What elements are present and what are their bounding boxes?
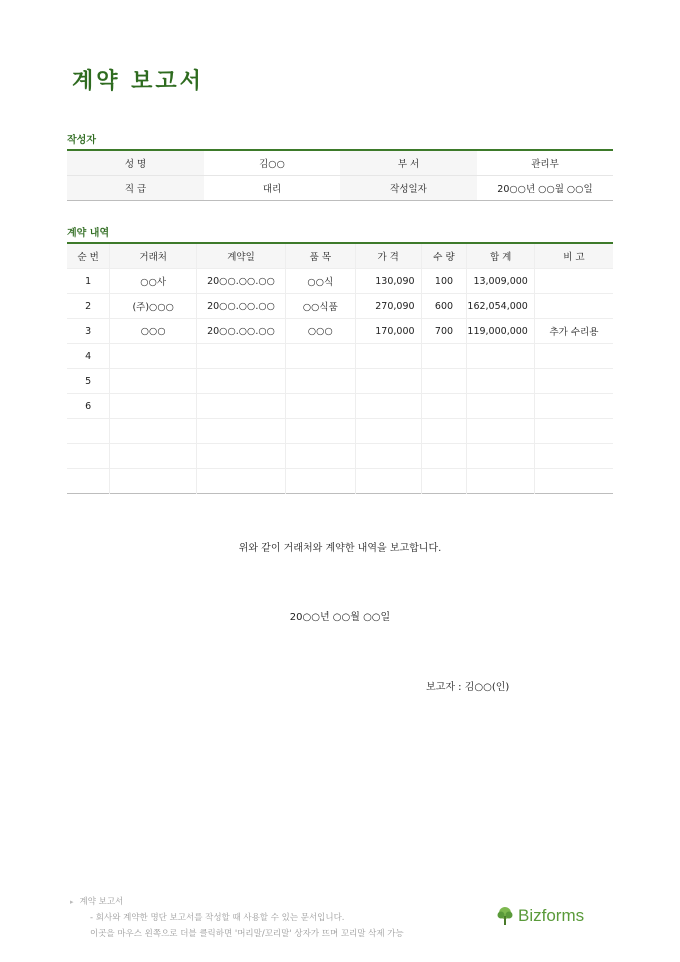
cell-no — [67, 444, 110, 469]
cell-note — [534, 469, 613, 494]
cell-price — [355, 394, 421, 419]
cell-total: 13,009,000 — [467, 269, 534, 294]
cell-total — [467, 344, 534, 369]
cell-item: ○○○ — [285, 319, 355, 344]
cell-total — [467, 469, 534, 494]
cell-item — [285, 369, 355, 394]
cell-price — [355, 469, 421, 494]
write-date-label: 작성일자 — [340, 176, 477, 201]
cell-quantity — [421, 469, 467, 494]
header-total: 합 계 — [467, 243, 534, 269]
cell-item — [285, 344, 355, 369]
cell-client: ○○사 — [110, 269, 197, 294]
cell-no — [67, 469, 110, 494]
bizforms-logo — [496, 906, 584, 926]
footer-title: 계약 보고서 — [79, 897, 124, 907]
author-row-name — [67, 150, 613, 176]
cell-item — [285, 444, 355, 469]
cell-total — [467, 444, 534, 469]
author-section-label: 작성자 — [67, 135, 96, 146]
cell-quantity — [421, 369, 467, 394]
header-no: 순 번 — [67, 243, 110, 269]
cell-client: ○○○ — [110, 319, 197, 344]
cell-no: 2 — [67, 294, 110, 319]
cell-contract-date — [197, 419, 286, 444]
cell-quantity — [421, 394, 467, 419]
cell-quantity — [421, 344, 467, 369]
bullet-icon: ▸ — [70, 898, 74, 906]
contract-row — [67, 344, 613, 369]
contract-row — [67, 369, 613, 394]
footer-line-1: - 회사와 계약한 명단 보고서를 작성할 때 사용할 수 있는 문서입니다. — [90, 913, 345, 923]
cell-client: (주)○○○ — [110, 294, 197, 319]
cell-contract-date: 20○○.○○.○○ — [197, 294, 286, 319]
cell-total: 119,000,000 — [467, 319, 534, 344]
contract-row — [67, 394, 613, 419]
cell-item — [285, 419, 355, 444]
cell-contract-date — [197, 394, 286, 419]
write-date-value: 20○○년 ○○월 ○○일 — [477, 176, 613, 201]
cell-total: 162,054,000 — [467, 294, 534, 319]
cell-price: 170,000 — [355, 319, 421, 344]
cell-item: ○○식 — [285, 269, 355, 294]
cell-price — [355, 344, 421, 369]
cell-note — [534, 444, 613, 469]
logo-text: Bizforms — [518, 906, 585, 925]
contract-row — [67, 444, 613, 469]
cell-total — [467, 419, 534, 444]
cell-client — [110, 394, 197, 419]
reporter-signature: 보고자 : 김○○(인) — [426, 682, 510, 693]
cell-note: 추가 수리용 — [534, 319, 613, 344]
cell-quantity: 100 — [421, 269, 467, 294]
rank-value: 대리 — [204, 176, 340, 201]
cell-client — [110, 444, 197, 469]
department-label: 부 서 — [340, 150, 477, 176]
cell-contract-date: 20○○.○○.○○ — [197, 269, 286, 294]
cell-contract-date — [197, 444, 286, 469]
cell-client — [110, 469, 197, 494]
contract-table — [67, 242, 613, 494]
contract-row — [67, 419, 613, 444]
cell-client — [110, 419, 197, 444]
cell-price: 130,090 — [355, 269, 421, 294]
cell-note — [534, 269, 613, 294]
cell-no: 5 — [67, 369, 110, 394]
header-price: 가 격 — [355, 243, 421, 269]
rank-label: 직 급 — [67, 176, 204, 201]
cell-no: 1 — [67, 269, 110, 294]
author-info-table — [67, 149, 613, 201]
cell-item — [285, 469, 355, 494]
header-quantity: 수 량 — [421, 243, 467, 269]
cell-contract-date — [197, 344, 286, 369]
header-client: 거래처 — [110, 243, 197, 269]
cell-no: 4 — [67, 344, 110, 369]
footer-note — [70, 894, 404, 942]
author-row-rank — [67, 176, 613, 201]
cell-note — [534, 394, 613, 419]
cell-total — [467, 394, 534, 419]
cell-contract-date — [197, 369, 286, 394]
cell-contract-date: 20○○.○○.○○ — [197, 319, 286, 344]
report-statement: 위와 같이 거래처와 계약한 내역을 보고합니다. — [238, 543, 442, 554]
footer-line-2: 이곳을 마우스 왼쪽으로 더블 클릭하면 '머리말/꼬리말' 상자가 뜨며 꼬리말 삭제 가능 — [90, 929, 404, 939]
cell-client — [110, 344, 197, 369]
cell-no: 6 — [67, 394, 110, 419]
cell-item: ○○식품 — [285, 294, 355, 319]
department-value: 관리부 — [531, 159, 559, 170]
contract-row — [67, 469, 613, 494]
cell-client — [110, 369, 197, 394]
cell-quantity: 700 — [421, 319, 467, 344]
cell-total — [467, 369, 534, 394]
cell-no — [67, 419, 110, 444]
cell-price: 270,090 — [355, 294, 421, 319]
cell-note — [534, 344, 613, 369]
tree-icon — [496, 906, 514, 926]
name-label: 성 명 — [67, 150, 204, 176]
cell-quantity — [421, 444, 467, 469]
cell-quantity: 600 — [421, 294, 467, 319]
cell-item — [285, 394, 355, 419]
contract-row — [67, 269, 613, 294]
cell-quantity — [421, 419, 467, 444]
report-date: 20○○년 ○○월 ○○일 — [289, 612, 391, 623]
contract-section-label: 계약 내역 — [67, 228, 110, 239]
header-note: 비 고 — [534, 243, 613, 269]
cell-no: 3 — [67, 319, 110, 344]
cell-price — [355, 369, 421, 394]
contract-row — [67, 319, 613, 344]
contract-header-row — [67, 243, 613, 269]
contract-row — [67, 294, 613, 319]
cell-note — [534, 419, 613, 444]
cell-note — [534, 369, 613, 394]
header-contract-date: 계약일 — [197, 243, 286, 269]
cell-price — [355, 419, 421, 444]
cell-contract-date — [197, 469, 286, 494]
name-value: 김○○ — [259, 159, 285, 170]
header-item: 품 목 — [285, 243, 355, 269]
cell-note — [534, 294, 613, 319]
cell-price — [355, 444, 421, 469]
document-title: 계약 보고서 — [72, 69, 204, 94]
